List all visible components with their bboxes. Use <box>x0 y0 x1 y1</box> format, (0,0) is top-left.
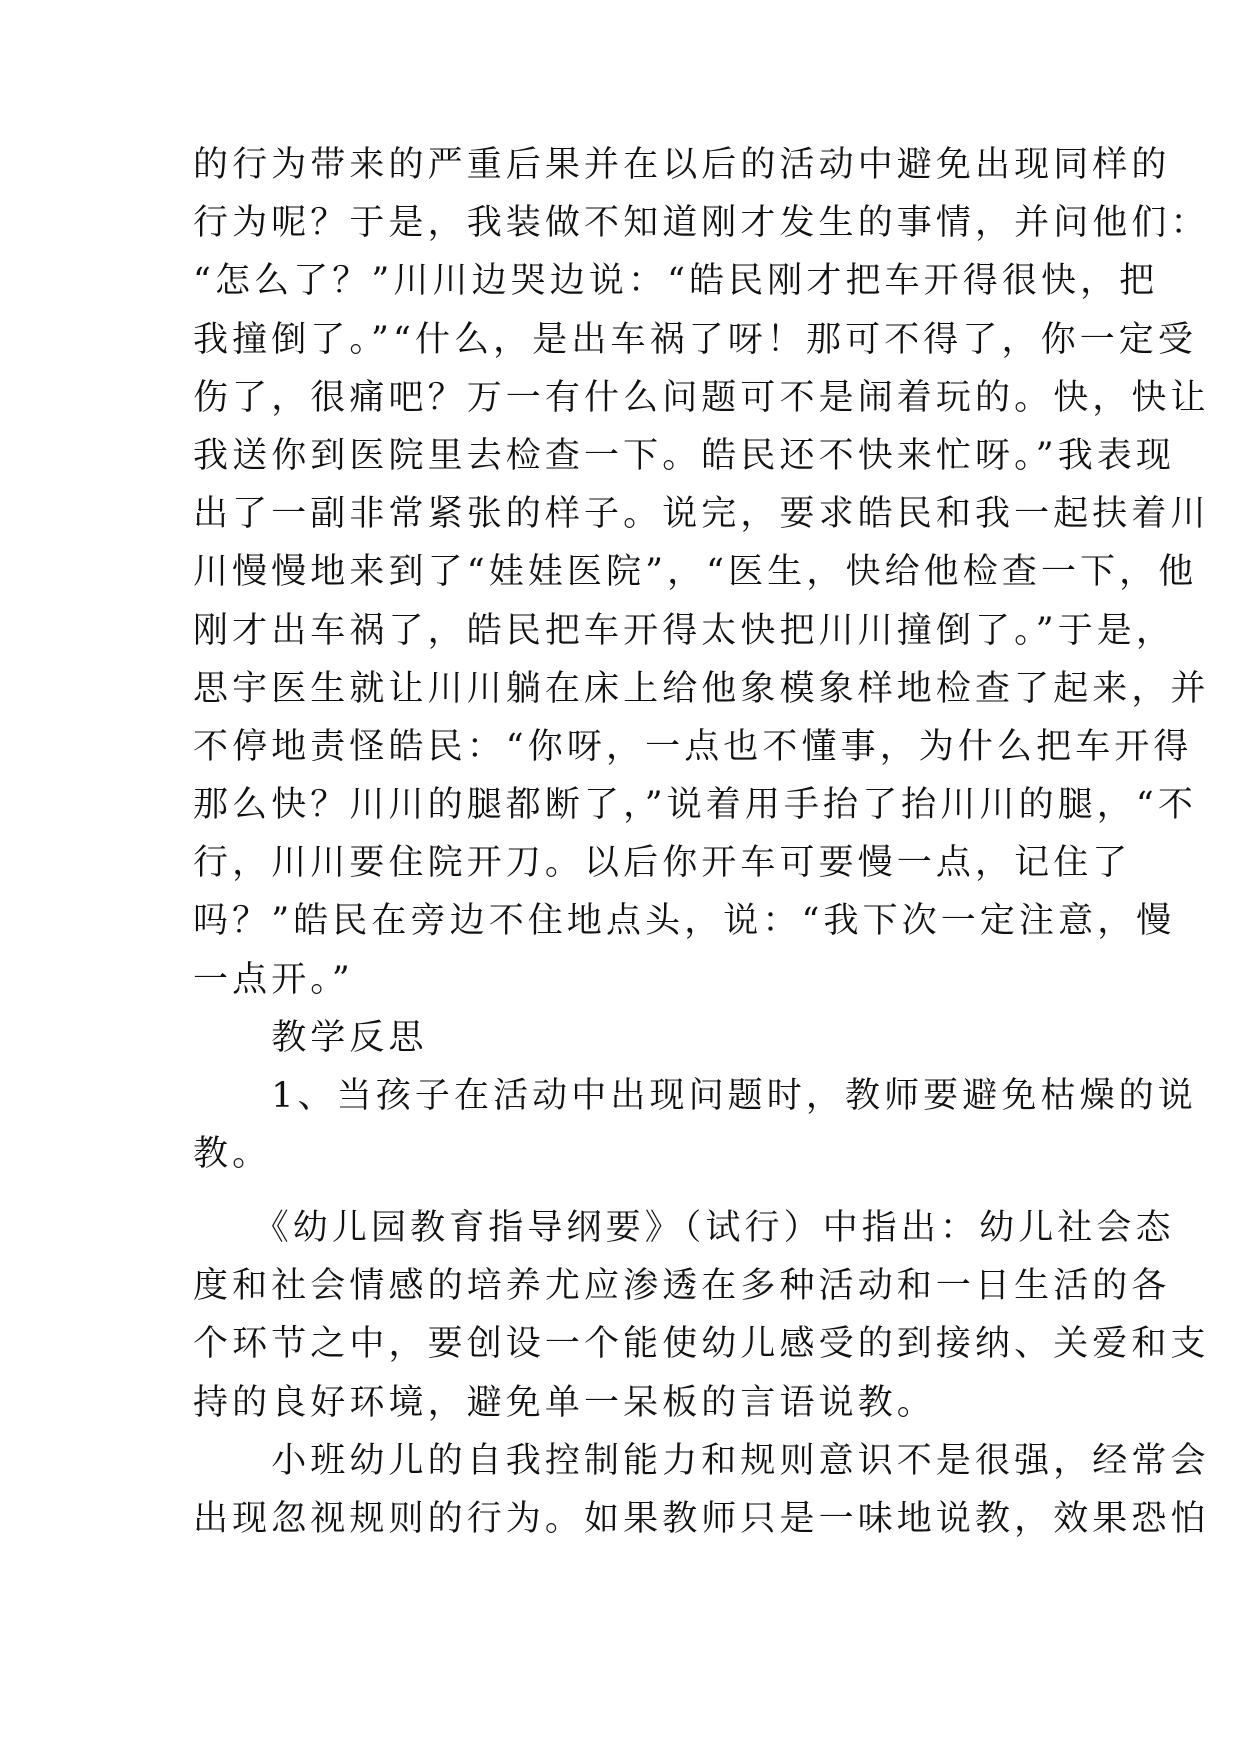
text-line: 的行为带来的严重后果并在以后的活动中避免出现同样的 <box>193 145 1171 185</box>
text-line: 川慢慢地来到了“娃娃医院”，“医生，快给他检查一下，他 <box>193 552 1198 593</box>
text-line: 出现忽视规则的行为。如果教师只是一味地说教，效果恐怕 <box>193 1499 1210 1540</box>
text-line: 思宇医生就让川川躺在床上给他象模象样地检查了起来，并 <box>193 668 1210 709</box>
text-line: 教。 <box>193 1134 272 1175</box>
text-line: “怎么了？”川川边哭边说：“皓民刚才把车开得很快，把 <box>193 261 1159 302</box>
text-line: 个环节之中，要创设一个能使幼儿感受的到接纳、关爱和支 <box>193 1324 1210 1365</box>
text-line: 1、当孩子在活动中出现问题时，教师要避免枯燥的说 <box>193 1076 1197 1116</box>
small-class-paragraph <box>193 1432 1210 1548</box>
text-line: 《幼儿园教育指导纲要》（试行）中指出：幼儿社会态 <box>193 1208 1175 1248</box>
text-line: 伤了，很痛吧？万一有什么问题可不是闹着玩的。快，快让 <box>193 377 1210 418</box>
story-and-reflection-block <box>193 136 1210 1183</box>
text-line: 持的良好环境，避免单一呆板的言语说教。 <box>193 1382 936 1423</box>
text-line: 小班幼儿的自我控制能力和规则意识不是很强，经常会 <box>193 1441 1210 1481</box>
text-line: 那么快？川川的腿都断了，”说着用手抬了抬川川的腿，“不 <box>193 785 1197 826</box>
text-line: 行为呢？于是，我装做不知道刚才发生的事情，并问他们： <box>193 203 1210 244</box>
text-line: 吗？”皓民在旁边不住地点头，说：“我下次一定注意，慢 <box>193 901 1176 942</box>
text-line: 我撞倒了。”“什么，是出车祸了呀！那可不得了，你一定受 <box>193 319 1197 360</box>
section-heading: 教学反思 <box>193 1017 428 1058</box>
text-line: 出了一副非常紧张的样子。说完，要求皓民和我一起扶着川 <box>193 494 1210 535</box>
text-line: 一点开。” <box>193 959 354 1000</box>
text-line: 我送你到医院里去检查一下。皓民还不快来忙呀。”我表现 <box>193 435 1175 476</box>
text-line: 不停地责怪皓民：“你呀，一点也不懂事，为什么把车开得 <box>193 726 1193 767</box>
guideline-paragraph <box>193 1199 1210 1432</box>
text-line: 行，川川要住院开刀。以后你开车可要慢一点，记住了 <box>193 843 1132 884</box>
text-line: 度和社会情感的培养尤应渗透在多种活动和一日生活的各 <box>193 1266 1171 1307</box>
text-line: 刚才出车祸了，皓民把车开得太快把川川撞倒了。”于是， <box>193 610 1175 651</box>
